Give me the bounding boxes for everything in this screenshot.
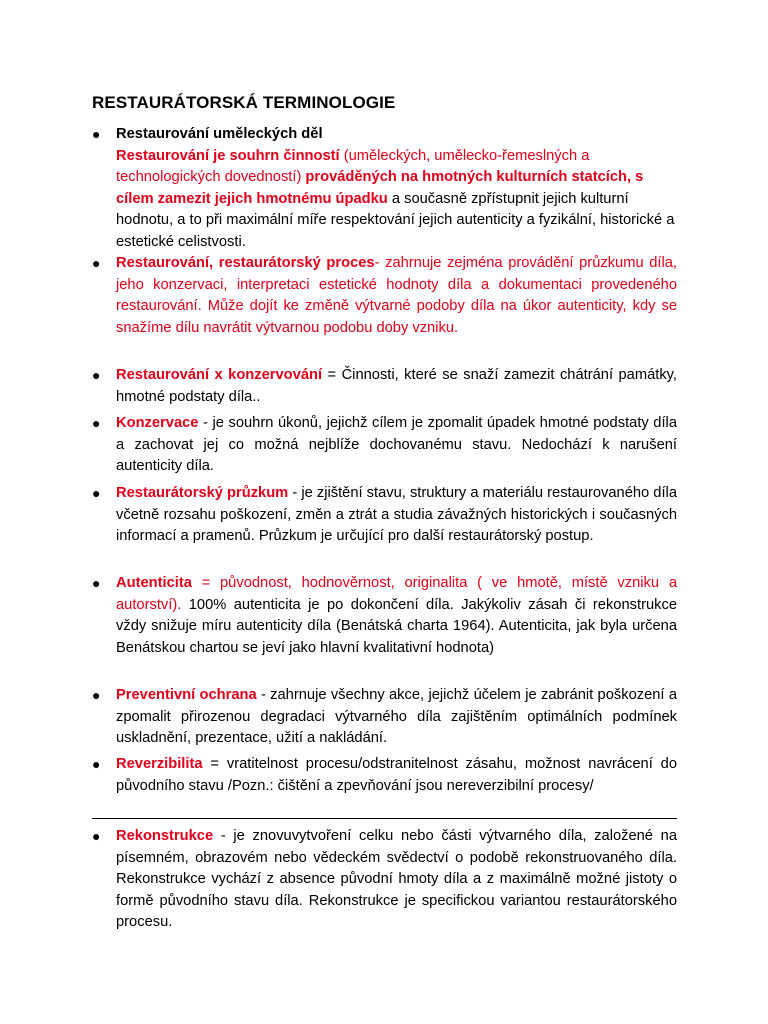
bullet-icon: ●: [92, 575, 101, 591]
bullet-icon: ●: [92, 415, 101, 431]
item-text-body: - je souhrn úkonů, jejichž cílem je zpomalit úpadek hmotné podstaty díla a zachovat jej co možná nejblíže dochovanému stavu. Nedochází k narušení autenticity díla.: [116, 415, 677, 474]
item-term: Preventivní ochrana: [116, 687, 257, 703]
item-text-body: - je zjištění stavu, struktury a materiálu restaurovaného díla včetně rozsahu poškození, změn a ztrát a studia závažných historických i současných informací a pramenů. Průzkum je určující pro další restaurátorský postup.: [116, 485, 677, 544]
bullet-icon: ●: [92, 756, 101, 772]
list-item: [92, 413, 677, 478]
bullet-icon: ●: [92, 126, 101, 142]
list-item: [92, 253, 677, 339]
item-text: [116, 573, 677, 659]
list-item: [92, 573, 677, 659]
item-text: [116, 685, 677, 750]
item-term: Restaurování x konzervování: [116, 367, 323, 383]
item-term: Restaurátorský průzkum: [116, 485, 289, 501]
item-text-body: - zahrnuje všechny akce, jejichž účelem je zabránit poškození a zpomalit přirozenou degradaci výtvarného díla zajištěním optimálních podmínek uskladnění, prezentace, užití a nakládání.: [116, 687, 677, 746]
item-text-red: = původnost, hodnověrnost, originalita ( ve hmotě, místě vzniku a autorství).: [116, 575, 677, 613]
item-text: [116, 253, 677, 339]
list-item: [92, 685, 677, 750]
item-text: [116, 365, 677, 408]
list-item: [92, 826, 677, 934]
item-text-body: - je znovuvytvoření celku nebo části výtvarného díla, založené na písemném, obrazovém nebo vědeckém svědectví o podobě rekonstruovaného díla. Rekonstrukce vychází z absence původní hmoty díla a z maximálně možné jistoty o formě původního stavu díla. Rekonstrukce je specifickou variantou restaurátorského procesu.: [116, 828, 677, 930]
item-term: Restaurování, restaurátorský proces: [116, 255, 375, 271]
bullet-icon: ●: [92, 828, 101, 844]
list-item: [92, 754, 677, 797]
item-text: [116, 754, 677, 797]
item-term: Autenticita: [116, 575, 192, 591]
item-text-body: a současně zpřístupnit jejich kulturní hodnotu, a to při maximální míře respektování jejich autenticity a fyzikální, historické a estetické celistvosti.: [116, 190, 675, 250]
item-term: Reverzibilita: [116, 756, 203, 772]
item-term: Restaurování je souhrn činností: [116, 147, 340, 164]
bullet-icon: ●: [92, 255, 101, 271]
document-title: RESTAURÁTORSKÁ TERMINOLOGIE: [92, 93, 396, 112]
item-text: [116, 826, 677, 934]
item-term: Rekonstrukce: [116, 828, 214, 844]
item-text: [116, 483, 677, 548]
item-text-body: 100% autenticita je po dokončení díla. Jakýkoliv zásah či rekonstrukce vždy snižuje míru autenticity díla (Benátská charta 1964). Autenticita, jak byla určena Benátskou chartou se jeví jako hlavní kvalitativní hodnota): [116, 596, 677, 656]
divider: [92, 818, 677, 819]
list-item: [92, 124, 677, 253]
item-text-red: (uměleckých, umělecko-řemeslných a technologických dovedností): [116, 147, 590, 185]
item-text-red-bold: prováděných na hmotných kulturních statcích, s cílem zamezit jejich hmotnému úpadku: [116, 169, 644, 207]
list-item: [92, 365, 677, 408]
bullet-icon: ●: [92, 687, 101, 703]
list-item: [92, 483, 677, 548]
item-text-body: = Činnosti, které se snaží zamezit chátrání památky, hmotné podstaty díla..: [116, 367, 677, 405]
item-heading: Restaurování uměleckých děl: [116, 126, 323, 142]
bullet-icon: ●: [92, 367, 101, 383]
item-text: [116, 124, 677, 253]
item-term: Konzervace: [116, 415, 199, 431]
item-text-body: = vratitelnost procesu/odstranitelnost zásahu, možnost navrácení do původního stavu /Pozn.: čištění a zpevňování jsou nereverzibilní procesy/: [116, 756, 677, 794]
item-text-body: - zahrnuje zejména provádění průzkumu díla, jeho konzervaci, interpretaci estetické hodnoty díla a dokumentaci provedeného restaurování. Může dojít ke změně výtvarné podoby díla na úkor autenticity, kdy se snažíme dílu navrátit výtvarnou podobu doby vzniku.: [116, 255, 677, 336]
bullet-icon: ●: [92, 485, 101, 501]
item-text: [116, 413, 677, 478]
